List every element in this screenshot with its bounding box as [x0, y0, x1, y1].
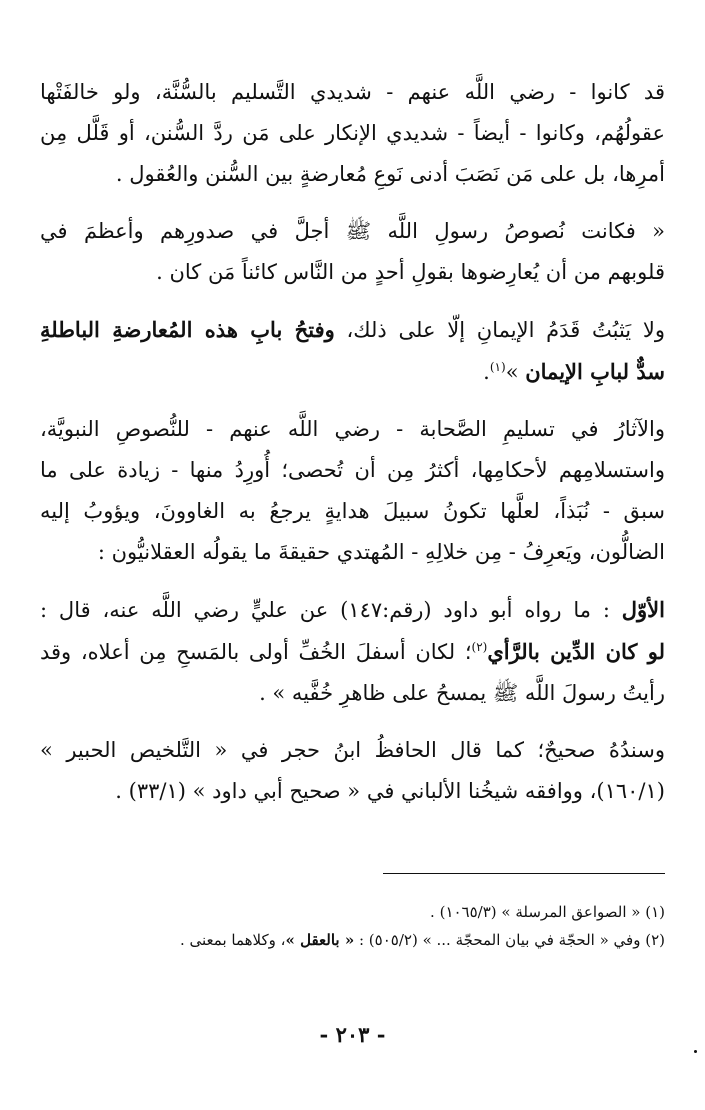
text-plain: : ما رواه أبو داود (رقم:١٤٧) عن عليٍّ رضي اللَّه عنه، قال : [40, 598, 610, 622]
text-line [40, 589, 665, 631]
text-line [40, 351, 665, 393]
footnotes [40, 898, 665, 954]
text-line: (١٦٠/١)، ووافقه شيخُنا الألباني في « صحيح أبي داود » (٣٣/١) . [115, 779, 665, 803]
text-line: واستسلامِهم لأحكامِها، أكثرُ مِن أن تُحصى؛ أُورِدُ منها - زيادة على ما [40, 458, 665, 482]
text-bold: وفتحُ بابِ هذه المُعارضةِ الباطلةِ [40, 317, 335, 342]
paragraph-sahaba-taslim [40, 72, 665, 195]
heading-first: الأوّل [621, 597, 665, 622]
footnote-2-bold: « بالعقل » [285, 931, 355, 949]
text-line: عقولُهُم، وكانوا - أيضاً - شديدي الإنكار على مَن ردَّ السُّنن، أو قَلَّل مِن [40, 121, 665, 145]
quote-close: » [505, 360, 519, 384]
footnote-1: (١) « الصواعق المرسلة » (١٠٦٥/٣) . [430, 903, 665, 921]
text-line: والآثارُ في تسليمِ الصَّحابة - رضي اللَّه عنهم - للنُّصوصِ النبويَّة، [40, 417, 665, 441]
quote-conclusion-paragraph [40, 309, 665, 393]
text-line: « فكانت نُصوصُ رسولِ اللَّه ﷺ أجلَّ في صدورِهم وأعظمَ في [40, 219, 665, 243]
footnote-ref-1[interactable]: (١) [489, 360, 506, 374]
text-line [40, 631, 665, 673]
scan-dot [694, 1050, 697, 1053]
footnote-2-tail: ، وكلاهما بمعنى . [179, 931, 286, 949]
paragraph-isnad [40, 730, 665, 812]
footnote-2 [40, 926, 665, 954]
text-bold: لو كان الدِّين بالرَّأي [487, 639, 665, 664]
footnote-divider [383, 873, 665, 874]
footnote-2-text: (٢) وفي « الحجّة في بيان المحجّة ... » (٥٠٥/٢) : [358, 931, 665, 949]
quote-paragraph [40, 211, 665, 293]
text-line: وسندُهُ صحيحٌ؛ كما قال الحافظُ ابنُ حجر في « التَّلخيص الحبير » [40, 738, 665, 762]
paragraph-athar [40, 409, 665, 573]
text-line [40, 309, 665, 351]
text-line: أمرِها، بل على مَن نَصَبَ أدنى نَوعِ مُعارضةٍ بين السُّنن والعُقول . [115, 162, 665, 186]
footnote-ref-2[interactable]: (٢) [471, 640, 488, 654]
period: . [483, 360, 490, 384]
text-line: قد كانوا - رضي اللَّه عنهم - شديدي التَّسليم بالسُّنَّة، ولو خالفَتْها [40, 80, 665, 104]
text-line: رأيتُ رسولَ اللَّه ﷺ يمسحُ على ظاهرِ خُفَّيه » . [259, 681, 665, 705]
text-line: الضالُّون، ويَعرِفُ - مِن خلالِهِ - المُهتدي حقيقةَ ما يقولُه العقلانيُّون : [97, 540, 665, 564]
page-number: - ٢٠٣ - [319, 1022, 386, 1047]
text-bold: سدٌّ لبابِ الإيمان [525, 359, 665, 384]
text-line: سبق - نُبَذاً، لعلَّها تكونُ سبيلَ هدايةٍ يرجعُ به الغاوونَ، ويؤوبُ إليه [40, 499, 665, 523]
text-line: قلوبهم من أن يُعارِضوها بقولِ أحدٍ من النَّاس كائناً مَن كان . [156, 260, 665, 284]
text-plain: ولا يَثبُتُ قَدَمُ الإيمانِ إلّا على ذلك، [346, 318, 665, 342]
paragraph-first-athar [40, 589, 665, 714]
text-plain: ؛ لكان أسفلَ الخُفِّ أولى بالمَسحِ مِن أعلاه، وقد [40, 640, 472, 664]
